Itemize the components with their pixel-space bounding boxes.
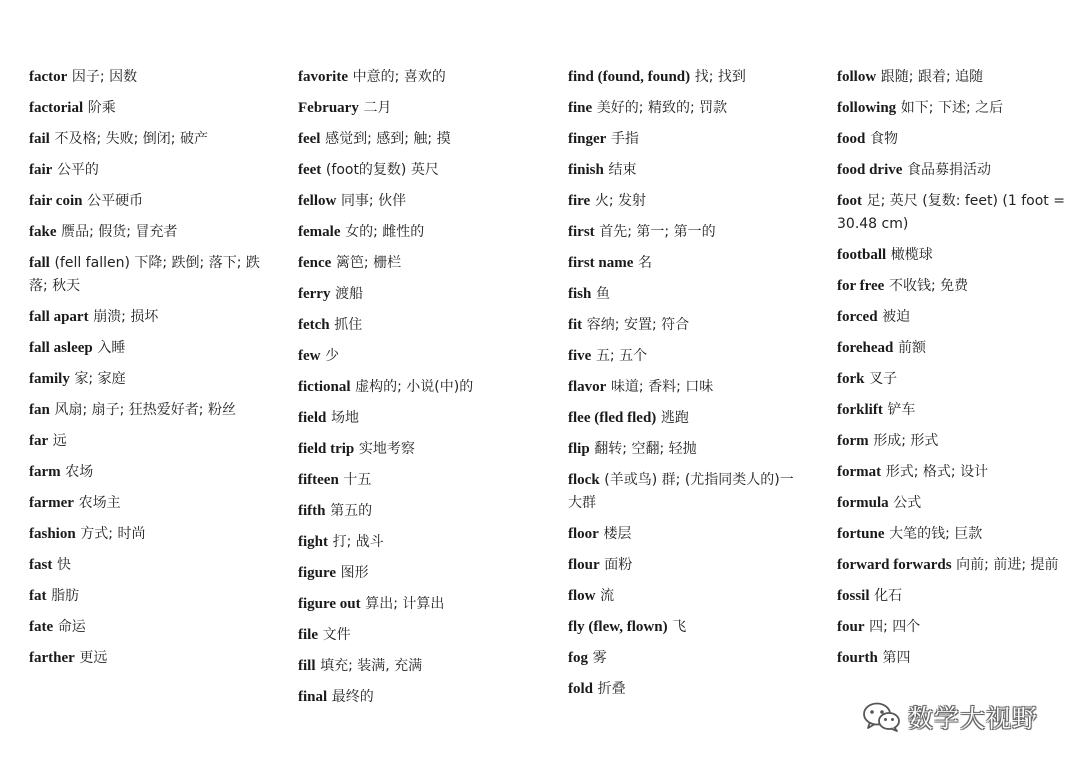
vocab-word: finger — [568, 131, 607, 147]
vocab-entry — [29, 337, 261, 360]
vocab-entry — [29, 128, 261, 151]
vocab-definition: 结束 — [608, 162, 637, 178]
vocab-word: fashion — [29, 526, 76, 542]
vocab-definition: 被迫 — [882, 309, 911, 325]
vocab-definition: 入睡 — [97, 340, 126, 356]
vocab-definition: 十五 — [343, 472, 372, 488]
vocab-word: figure — [298, 565, 337, 581]
vocab-word: form — [837, 433, 869, 449]
vocab-entry — [568, 554, 800, 577]
vocab-definition: 铲车 — [887, 402, 916, 418]
vocab-entry — [298, 438, 530, 461]
vocab-definition: 手指 — [610, 131, 639, 147]
vocab-entry — [568, 438, 800, 461]
vocab-definition: 楼层 — [603, 526, 632, 542]
vocab-definition: 快 — [56, 557, 71, 573]
vocab-entry — [568, 585, 800, 608]
vocab-entry — [29, 523, 261, 546]
vocab-definition: 打; 战斗 — [332, 534, 384, 550]
vocab-definition: 公平的 — [56, 162, 99, 178]
vocab-definition: 雾 — [592, 650, 607, 666]
vocab-entry — [837, 399, 1069, 422]
vocab-entry — [837, 306, 1069, 329]
vocab-word: final — [298, 689, 328, 705]
vocab-entry — [568, 407, 800, 430]
vocab-word: fork — [837, 371, 865, 387]
vocab-word: fail — [29, 131, 50, 147]
vocab-definition: 美好的; 精致的; 罚款 — [596, 100, 728, 116]
vocab-definition: 大笔的钱; 巨款 — [889, 526, 983, 542]
vocab-word: finish — [568, 162, 604, 178]
vocab-definition: 农场 — [65, 464, 94, 480]
vocab-entry — [568, 314, 800, 337]
vocab-entry — [298, 190, 530, 213]
vocab-word: food drive — [837, 162, 903, 178]
vocab-entry — [298, 562, 530, 585]
vocab-entry — [298, 531, 530, 554]
vocab-entry — [568, 252, 800, 275]
vocab-definition: 面粉 — [604, 557, 633, 573]
vocab-word: fan — [29, 402, 50, 418]
vocab-entry — [29, 492, 261, 515]
vocab-column-2 — [298, 66, 530, 717]
vocab-word: family — [29, 371, 70, 387]
vocab-word: February — [298, 100, 359, 116]
vocab-definition: 最终的 — [331, 689, 374, 705]
vocab-word: flip — [568, 441, 590, 457]
vocab-word: farm — [29, 464, 61, 480]
vocab-definition: (羊或鸟) 群; (尤指同类人的)一大群 — [568, 472, 794, 511]
vocab-word: find (found, found) — [568, 69, 691, 85]
vocab-entry — [837, 523, 1069, 546]
vocab-column-3 — [568, 66, 800, 709]
vocab-word: fossil — [837, 588, 870, 604]
vocab-word: fall apart — [29, 309, 89, 325]
vocab-entry — [298, 624, 530, 647]
vocab-word: factorial — [29, 100, 84, 116]
vocab-definition: 农场主 — [78, 495, 121, 511]
vocab-word: football — [837, 247, 887, 263]
vocab-entry — [837, 461, 1069, 484]
vocab-word: feet — [298, 162, 322, 178]
vocab-definition: 足; 英尺 (复数: feet) (1 foot = 30.48 cm) — [837, 193, 1065, 232]
vocab-definition: 远 — [52, 433, 67, 449]
vocab-entry — [837, 368, 1069, 391]
vocab-word: first — [568, 224, 595, 240]
vocab-word: fine — [568, 100, 593, 116]
vocab-definition: 首先; 第一; 第一的 — [599, 224, 716, 240]
vocab-entry — [837, 492, 1069, 515]
vocab-definition: (fell fallen) 下降; 跌倒; 落下; 跌落; 秋天 — [29, 255, 260, 294]
vocab-word: fold — [568, 681, 594, 697]
vocab-word: flow — [568, 588, 596, 604]
vocab-word: formula — [837, 495, 889, 511]
vocab-word: fall asleep — [29, 340, 93, 356]
vocab-entry — [837, 616, 1069, 639]
vocab-entry — [29, 430, 261, 453]
vocab-entry — [298, 97, 530, 120]
vocab-word: fit — [568, 317, 583, 333]
vocab-definition: 化石 — [874, 588, 903, 604]
vocab-word: feel — [298, 131, 321, 147]
watermark-text: 数学大视野 — [908, 704, 1039, 733]
vocab-word: farther — [29, 650, 75, 666]
vocab-word: fat — [29, 588, 47, 604]
vocab-definition: 脂肪 — [51, 588, 80, 604]
vocab-definition: 形式; 格式; 设计 — [885, 464, 989, 480]
vocab-word: field — [298, 410, 327, 426]
vocab-word: female — [298, 224, 341, 240]
vocab-entry — [298, 345, 530, 368]
vocab-definition: 第四 — [882, 650, 911, 666]
vocab-entry — [837, 585, 1069, 608]
vocab-word: fair — [29, 162, 53, 178]
vocab-word: flock — [568, 472, 600, 488]
vocab-word: four — [837, 619, 865, 635]
vocab-word: far — [29, 433, 49, 449]
vocab-entry — [837, 159, 1069, 182]
vocab-definition: 因子; 因数 — [71, 69, 138, 85]
vocab-definition: 叉子 — [869, 371, 898, 387]
vocab-word: figure out — [298, 596, 361, 612]
vocab-definition: 算出; 计算出 — [365, 596, 445, 612]
vocab-definition: 家; 家庭 — [74, 371, 126, 387]
vocab-definition: 第五的 — [330, 503, 373, 519]
vocab-entry — [29, 221, 261, 244]
vocab-column-1 — [29, 66, 261, 678]
vocab-entry — [568, 66, 800, 89]
vocab-entry — [568, 221, 800, 244]
vocab-entry — [298, 593, 530, 616]
vocab-definition: 公式 — [893, 495, 922, 511]
vocab-entry — [837, 647, 1069, 670]
vocab-entry — [29, 368, 261, 391]
vocab-definition: 向前; 前进; 提前 — [956, 557, 1059, 573]
vocab-definition: 食品募捐活动 — [907, 162, 992, 178]
vocab-word: field trip — [298, 441, 355, 457]
vocab-word: favorite — [298, 69, 348, 85]
vocab-word: ferry — [298, 286, 331, 302]
vocab-definition: 虚构的; 小说(中)的 — [355, 379, 474, 395]
vocab-word: fish — [568, 286, 592, 302]
vocab-definition: 找; 找到 — [694, 69, 746, 85]
vocab-word: fate — [29, 619, 54, 635]
vocab-definition: 四; 四个 — [869, 619, 921, 635]
vocab-definition: 二月 — [363, 100, 392, 116]
vocab-definition: 鱼 — [595, 286, 610, 302]
vocab-definition: 逃跑 — [660, 410, 689, 426]
vocab-definition: 同事; 伙伴 — [340, 193, 407, 209]
vocab-definition: 中意的; 喜欢的 — [352, 69, 446, 85]
vocab-word: flee (fled fled) — [568, 410, 657, 426]
vocab-definition: 抓住 — [334, 317, 363, 333]
vocab-definition: 场地 — [330, 410, 359, 426]
vocab-word: foot — [837, 193, 862, 209]
vocab-definition: 填充; 装满, 充满 — [320, 658, 423, 674]
vocab-word: fast — [29, 557, 53, 573]
vocab-entry — [298, 686, 530, 709]
vocab-definition: 实地考察 — [358, 441, 415, 457]
vocab-word: fictional — [298, 379, 351, 395]
vocab-entry — [29, 190, 261, 213]
vocab-word: follow — [837, 69, 877, 85]
vocab-entry — [568, 647, 800, 670]
vocab-definition: 篱笆; 栅栏 — [335, 255, 402, 271]
vocab-word: food — [837, 131, 866, 147]
vocab-definition: 容纳; 安置; 符合 — [586, 317, 690, 333]
vocab-word: fourth — [837, 650, 878, 666]
vocab-entry — [298, 252, 530, 275]
vocab-word: format — [837, 464, 882, 480]
vocab-entry — [29, 399, 261, 422]
vocab-entry — [298, 407, 530, 430]
vocab-entry — [568, 97, 800, 120]
vocab-definition: 折叠 — [597, 681, 626, 697]
vocab-entry — [29, 585, 261, 608]
vocab-word: fetch — [298, 317, 330, 333]
vocab-definition: 渡船 — [335, 286, 364, 302]
vocab-entry — [568, 523, 800, 546]
watermark — [862, 700, 1038, 734]
vocab-word: floor — [568, 526, 599, 542]
vocab-definition: 文件 — [322, 627, 351, 643]
vocab-definition: 不收钱; 免费 — [888, 278, 969, 294]
vocab-entry — [568, 128, 800, 151]
vocab-entry — [29, 97, 261, 120]
vocab-entry — [29, 252, 261, 298]
vocab-word: file — [298, 627, 318, 643]
vocab-definition: 图形 — [340, 565, 369, 581]
vocab-word: flavor — [568, 379, 607, 395]
vocab-entry — [298, 66, 530, 89]
vocab-word: forehead — [837, 340, 894, 356]
vocab-entry — [29, 306, 261, 329]
vocab-word: fill — [298, 658, 316, 674]
vocab-word: fire — [568, 193, 591, 209]
vocab-entry — [568, 469, 800, 515]
vocab-definition: 火; 发射 — [594, 193, 646, 209]
vocab-entry — [568, 345, 800, 368]
vocab-word: fortune — [837, 526, 885, 542]
vocab-word: forced — [837, 309, 878, 325]
vocab-definition: 少 — [325, 348, 340, 364]
vocab-definition: 崩溃; 损坏 — [93, 309, 159, 325]
vocab-definition: 橄榄球 — [890, 247, 933, 263]
vocab-word: for free — [837, 278, 885, 294]
vocab-entry — [298, 314, 530, 337]
vocab-definition: (foot的复数) 英尺 — [325, 162, 439, 178]
vocab-word: following — [837, 100, 897, 116]
vocab-word: flour — [568, 557, 600, 573]
vocab-word: fight — [298, 534, 328, 550]
vocab-entry — [837, 190, 1069, 236]
vocab-definition: 方式; 时尚 — [80, 526, 146, 542]
vocab-entry — [29, 66, 261, 89]
vocab-definition: 名 — [638, 255, 653, 271]
vocab-definition: 如下; 下述; 之后 — [900, 100, 1004, 116]
vocab-entry — [29, 616, 261, 639]
vocab-word: fog — [568, 650, 588, 666]
vocab-entry — [298, 159, 530, 182]
vocab-entry — [837, 554, 1069, 577]
vocab-definition: 形成; 形式 — [873, 433, 939, 449]
vocab-entry — [298, 655, 530, 678]
vocab-word: first name — [568, 255, 634, 271]
vocab-definition: 五; 五个 — [595, 348, 648, 364]
vocab-definition: 感觉到; 感到; 触; 摸 — [325, 131, 451, 147]
vocab-entry — [837, 244, 1069, 267]
vocab-entry — [837, 128, 1069, 151]
vocab-definition: 前额 — [898, 340, 926, 356]
vocab-word: fly (flew, flown) — [568, 619, 668, 635]
vocab-definition: 翻转; 空翻; 轻抛 — [594, 441, 697, 457]
vocab-word: fifth — [298, 503, 326, 519]
vocab-definition: 公平硬币 — [87, 193, 144, 209]
vocab-word: fence — [298, 255, 332, 271]
vocab-word: five — [568, 348, 592, 364]
vocab-entry — [298, 469, 530, 492]
vocab-entry — [29, 647, 261, 670]
vocab-word: fifteen — [298, 472, 339, 488]
vocab-entry — [837, 66, 1069, 89]
vocab-entry — [837, 275, 1069, 298]
vocab-word: fall — [29, 255, 50, 271]
vocab-word: forklift — [837, 402, 883, 418]
vocab-entry — [837, 430, 1069, 453]
vocab-definition: 风扇; 扇子; 狂热爱好者; 粉丝 — [54, 402, 236, 418]
vocab-definition: 赝品; 假货; 冒充者 — [61, 224, 178, 240]
vocab-definition: 命运 — [57, 619, 86, 635]
vocab-word: farmer — [29, 495, 74, 511]
vocab-definition: 飞 — [672, 619, 687, 635]
wechat-icon — [862, 701, 902, 733]
vocab-entry — [568, 678, 800, 701]
vocab-entry — [837, 337, 1069, 360]
vocab-entry — [568, 616, 800, 639]
vocab-definition: 流 — [600, 588, 615, 604]
vocab-word: fellow — [298, 193, 337, 209]
vocab-word: factor — [29, 69, 68, 85]
vocab-entry — [29, 159, 261, 182]
vocab-entry — [568, 376, 800, 399]
vocab-definition: 不及格; 失败; 倒闭; 破产 — [54, 131, 208, 147]
vocab-entry — [298, 500, 530, 523]
vocab-entry — [29, 554, 261, 577]
vocab-column-4 — [837, 66, 1069, 678]
vocab-entry — [298, 376, 530, 399]
vocab-entry — [837, 97, 1069, 120]
vocab-definition: 更远 — [79, 650, 108, 666]
vocab-entry — [568, 283, 800, 306]
vocab-definition: 阶乘 — [87, 100, 116, 116]
vocab-word: forward forwards — [837, 557, 952, 573]
vocab-definition: 味道; 香料; 口味 — [610, 379, 714, 395]
vocab-entry — [568, 159, 800, 182]
vocab-entry — [298, 128, 530, 151]
vocab-entry — [298, 221, 530, 244]
vocab-word: fair coin — [29, 193, 83, 209]
vocab-definition: 跟随; 跟着; 追随 — [880, 69, 984, 85]
vocab-word: few — [298, 348, 321, 364]
vocab-entry — [29, 461, 261, 484]
vocab-definition: 女的; 雌性的 — [345, 224, 425, 240]
vocab-entry — [568, 190, 800, 213]
vocab-word: fake — [29, 224, 57, 240]
vocab-definition: 食物 — [869, 131, 898, 147]
vocab-entry — [298, 283, 530, 306]
